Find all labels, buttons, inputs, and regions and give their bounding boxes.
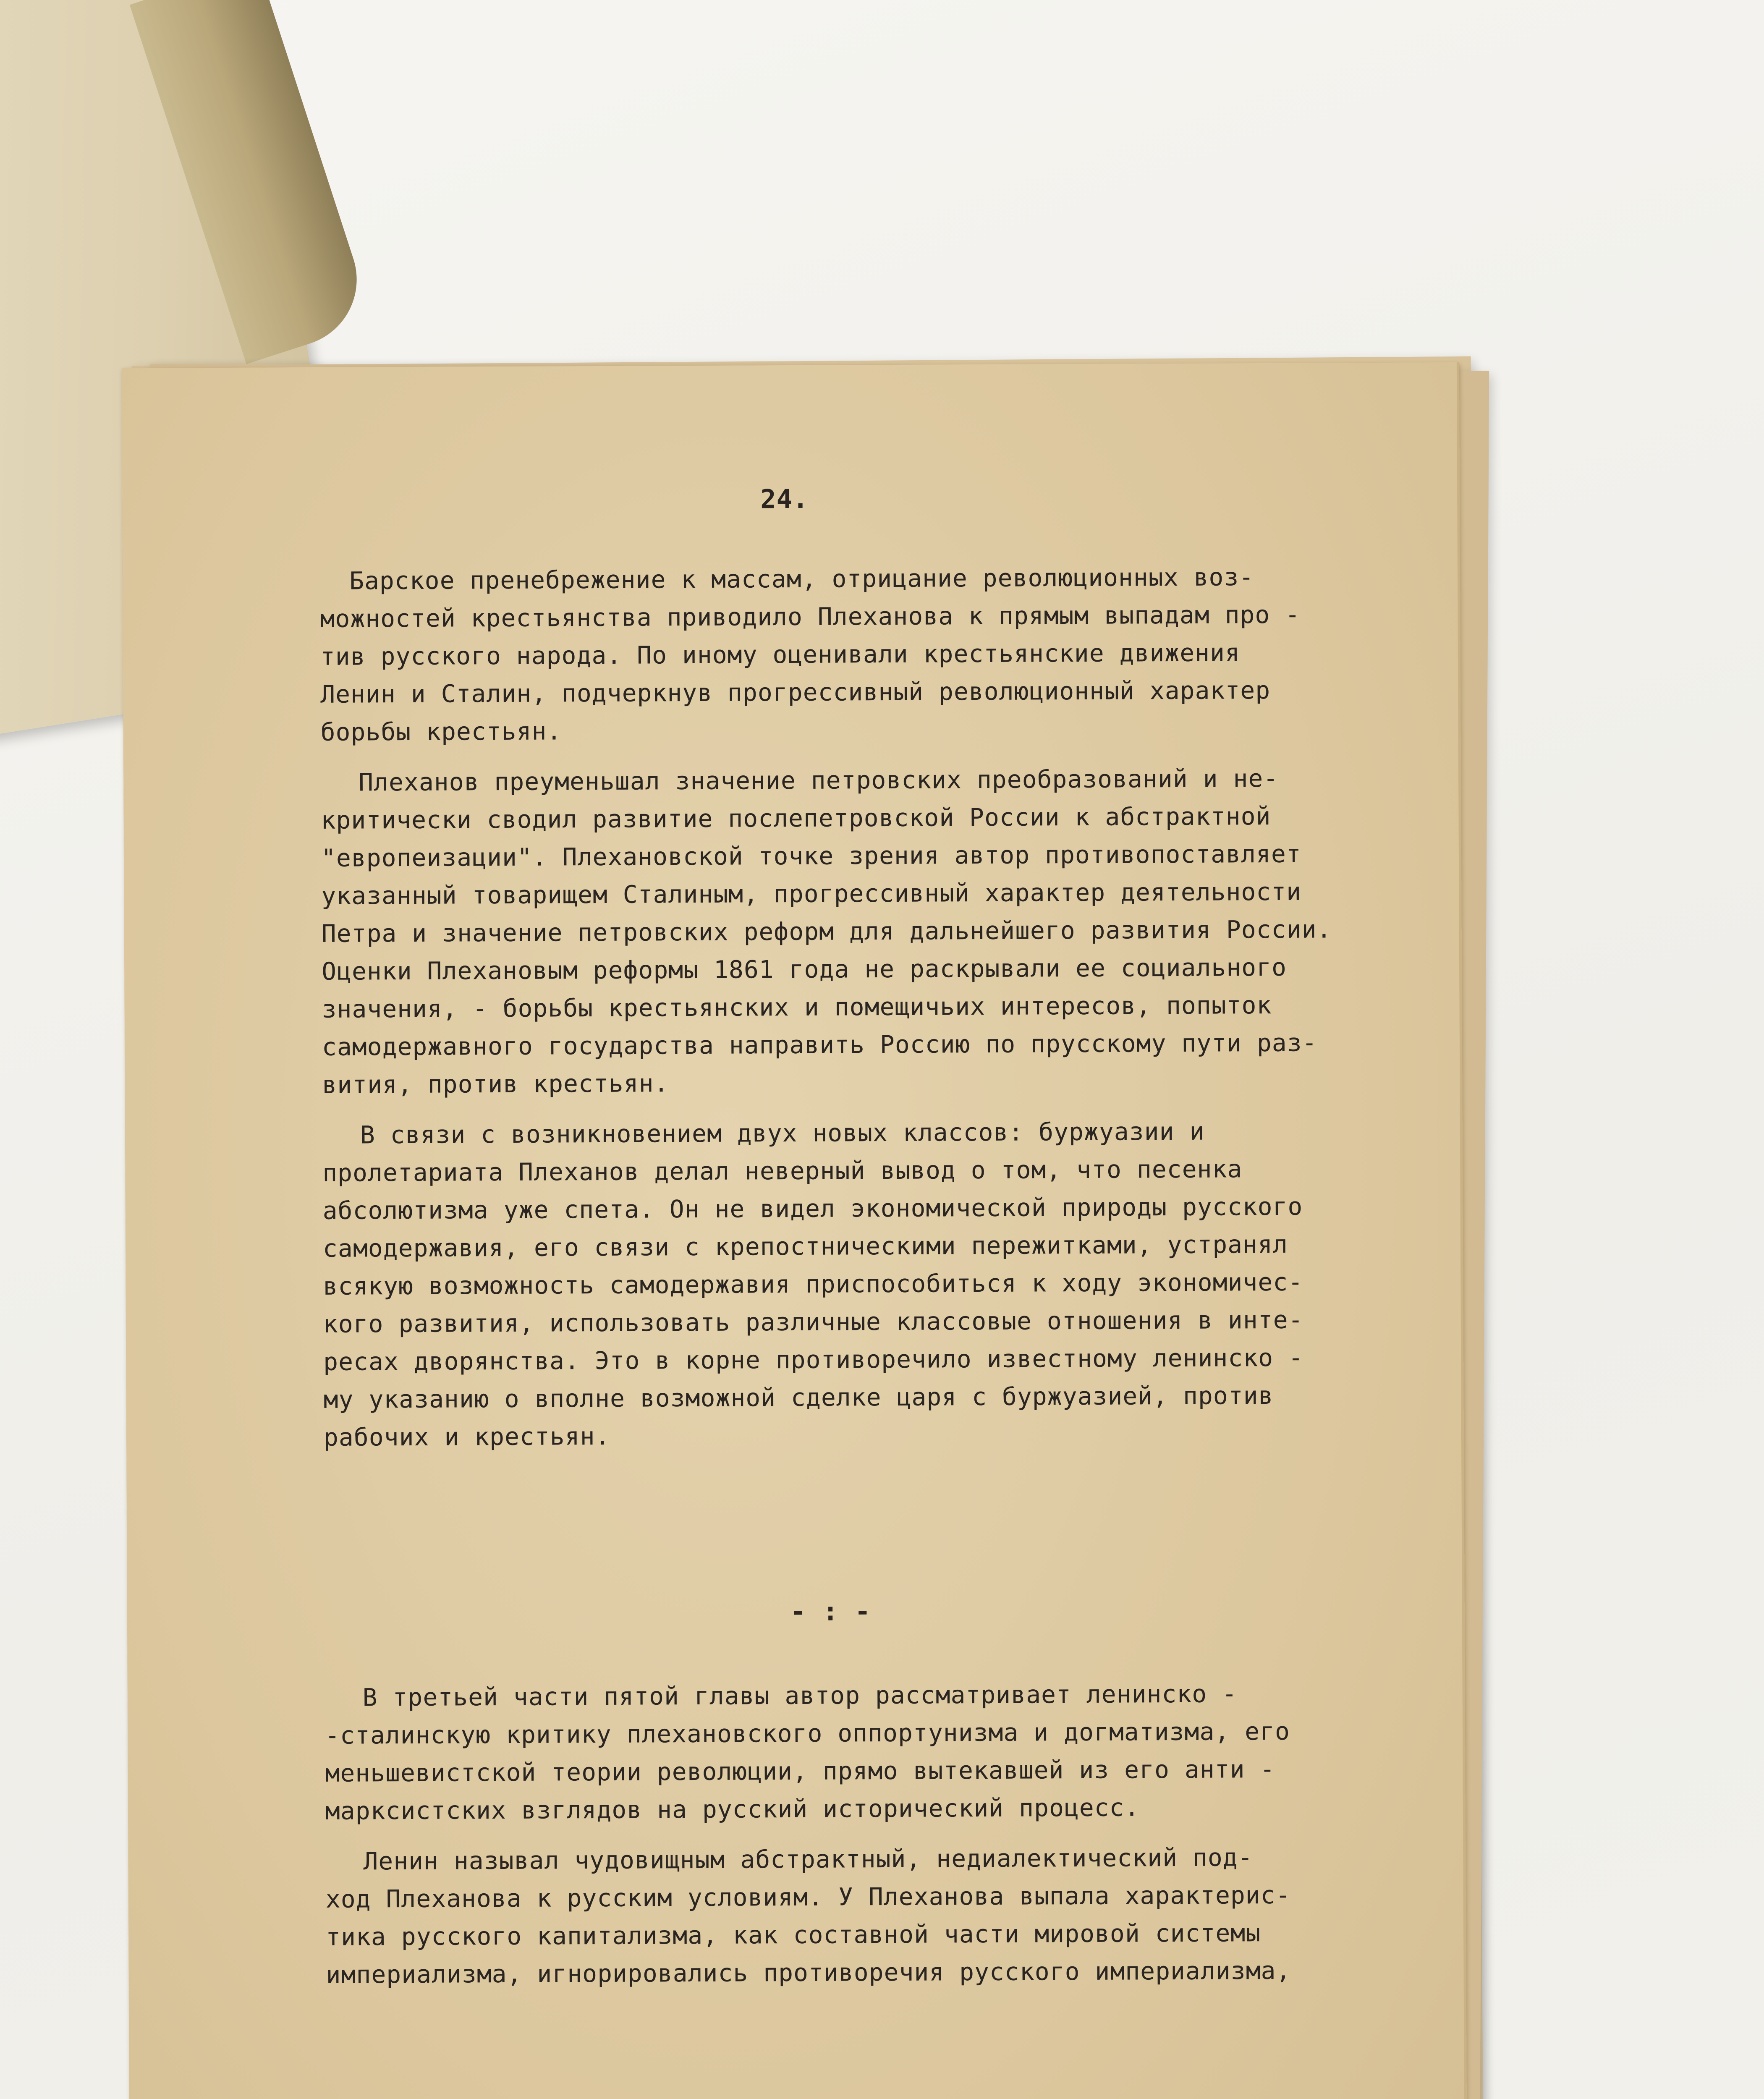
- text-line: значения, - борьбы крестьянских и помещичьих интересов, попыток: [322, 991, 1272, 1023]
- text-line: Оценки Плехановым реформы 1861 года не раскрывали ее социального: [322, 953, 1287, 986]
- text-line: кого развития, использовать различные классовые отношения в инте-: [323, 1305, 1303, 1338]
- text-line: ход Плеханова к русским условиям. У Плеханова выпала характерис-: [325, 1880, 1291, 1913]
- text-line: "европеизации". Плехановской точке зрения автор противопоставляет: [321, 839, 1301, 872]
- text-line: Плеханов преуменьшал значение петровских преобразований и не-: [359, 764, 1279, 797]
- text-line: борьбы крестьян.: [320, 717, 562, 746]
- page-number: 24.: [760, 483, 809, 515]
- text-line: абсолютизма уже спета. Он не видел экономической природы русского: [322, 1192, 1303, 1225]
- text-line: можностей крестьянства приводило Плеханова к прямым выпадам про -: [320, 600, 1301, 633]
- text-line: самодержавия, его связи с крепостническими пережитками, устранял: [322, 1230, 1288, 1263]
- text-line: тика русского капитализма, как составной части мировой системы: [326, 1918, 1261, 1951]
- text-line: рабочих и крестьян.: [323, 1421, 610, 1452]
- text-line: самодержавного государства направить Россию по прусскому пути раз-: [322, 1028, 1317, 1061]
- text-line: Ленин и Сталин, подчеркнув прогрессивный революционный характер: [320, 676, 1271, 709]
- text-line: империализма, игнорировались противоречия русского империализма,: [326, 1956, 1291, 1989]
- text-line: В третьей части пятой главы автор рассматривает ленинско -: [362, 1679, 1238, 1712]
- text-line: Барское пренебрежение к массам, отрицание революционных воз-: [349, 563, 1254, 595]
- section-separator: - : -: [790, 1596, 871, 1627]
- text-line: указанный товарищем Сталиным, прогрессивный характер деятельности: [321, 877, 1302, 910]
- text-line: критически сводил развитие послепетровской России к абстрактной: [321, 802, 1271, 835]
- text-line: тив русского народа. По иному оценивали крестьянские движения: [320, 638, 1241, 671]
- text-line: пролетариата Плеханов делал неверный вывод о том, что песенка: [322, 1154, 1243, 1187]
- text-line: Ленин называл чудовищным абстрактный, недиалектический под-: [363, 1843, 1253, 1876]
- text-line: вития, против крестьян.: [322, 1069, 669, 1099]
- typed-page: [122, 362, 1468, 2099]
- text-line: В связи с возникновением двух новых классов: буржуазии и: [360, 1117, 1205, 1149]
- text-line: всякую возможность самодержавия приспособиться к ходу экономичес-: [323, 1267, 1303, 1301]
- text-line: -сталинскую критику плехановского оппортунизма и догматизма, его: [325, 1717, 1290, 1750]
- text-line: меньшевистской теории революции, прямо вытекавшей из его анти -: [325, 1755, 1275, 1788]
- text-line: марксистских взглядов на русский исторический процесс.: [325, 1793, 1140, 1825]
- typed-text-block: [122, 362, 1465, 2099]
- text-line: му указанию о вполне возможной сделке царя с буржуазией, против: [323, 1381, 1274, 1414]
- text-line: Петра и значение петровских реформ для дальнейшего развития России.: [321, 915, 1332, 948]
- text-line: ресах дворянства. Это в корне противоречило известному ленинско -: [323, 1343, 1304, 1376]
